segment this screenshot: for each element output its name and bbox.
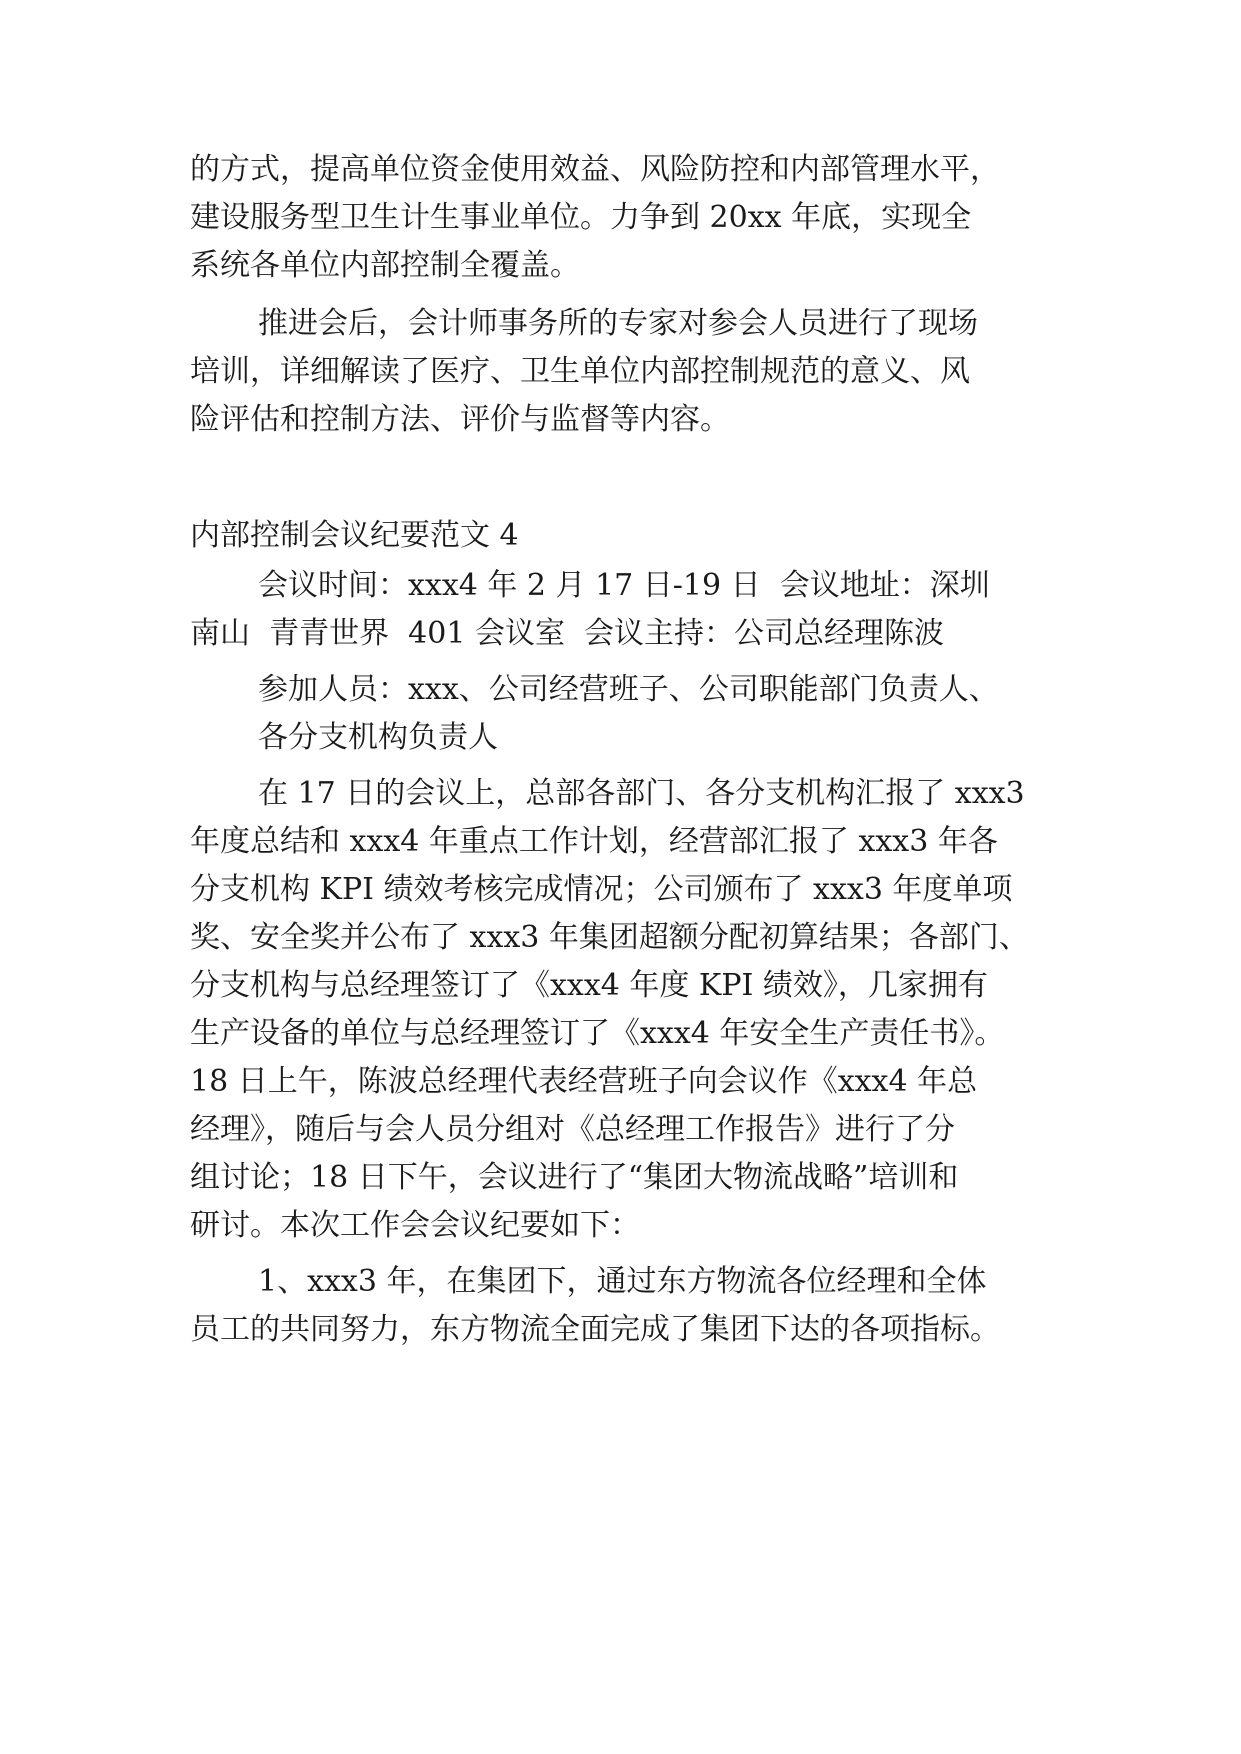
meeting-info-line-2: 南山 青青世界 401 会议室 会议主持：公司总经理陈波 bbox=[190, 616, 945, 651]
training-line-3: 险评估和控制方法、评价与监督等内容。 bbox=[190, 402, 730, 437]
training-line-2: 培训，详细解读了医疗、卫生单位内部控制规范的意义、风 bbox=[190, 354, 970, 389]
meeting-line-1: 在 17 日的会议上，总部各部门、各分支机构汇报了 xxx3 bbox=[258, 776, 1025, 811]
meeting-line-2: 年度总结和 xxx4 年重点工作计划，经营部汇报了 xxx3 年各 bbox=[190, 824, 998, 859]
point1-line-1: 1、xxx3 年，在集团下，通过东方物流各位经理和全体 bbox=[258, 1264, 987, 1299]
meeting-line-3: 分支机构 KPI 绩效考核完成情况；公司颁布了 xxx3 年度单项 bbox=[190, 872, 1013, 907]
meeting-line-5: 分支机构与总经理签订了《xxx4 年度 KPI 绩效》，几家拥有 bbox=[190, 968, 988, 1003]
meeting-line-9: 组讨论；18 日下午，会议进行了“集团大物流战略”培训和 bbox=[190, 1160, 959, 1195]
attendees-line-1: 参加人员：xxx、公司经营班子、公司职能部门负责人、 bbox=[258, 672, 999, 707]
meeting-line-7: 18 日上午，陈波总经理代表经营班子向会议作《xxx4 年总 bbox=[190, 1064, 978, 1099]
meeting-line-4: 奖、安全奖并公布了 xxx3 年集团超额分配初算结果；各部门、 bbox=[190, 920, 1029, 955]
intro-line-2: 建设服务型卫生计生事业单位。力争到 20xx 年底，实现全 bbox=[190, 200, 972, 235]
meeting-info-line-1: 会议时间：xxx4 年 2 月 17 日-19 日 会议地址：深圳 bbox=[258, 568, 990, 603]
attendees-line-2: 各分支机构负责人 bbox=[258, 720, 498, 755]
intro-line-1: 的方式，提高单位资金使用效益、风险防控和内部管理水平， bbox=[190, 152, 1000, 187]
point1-line-2: 员工的共同努力，东方物流全面完成了集团下达的各项指标。 bbox=[190, 1312, 1000, 1347]
section-heading: 内部控制会议纪要范文 4 bbox=[190, 518, 519, 553]
meeting-line-8: 经理》，随后与会人员分组对《总经理工作报告》进行了分 bbox=[190, 1112, 955, 1147]
training-line-1: 推进会后，会计师事务所的专家对参会人员进行了现场 bbox=[258, 306, 978, 341]
intro-line-3: 系统各单位内部控制全覆盖。 bbox=[190, 248, 580, 283]
meeting-line-10: 研讨。本次工作会会议纪要如下： bbox=[190, 1208, 640, 1243]
meeting-line-6: 生产设备的单位与总经理签订了《xxx4 年安全生产责任书》。 bbox=[190, 1016, 1005, 1051]
